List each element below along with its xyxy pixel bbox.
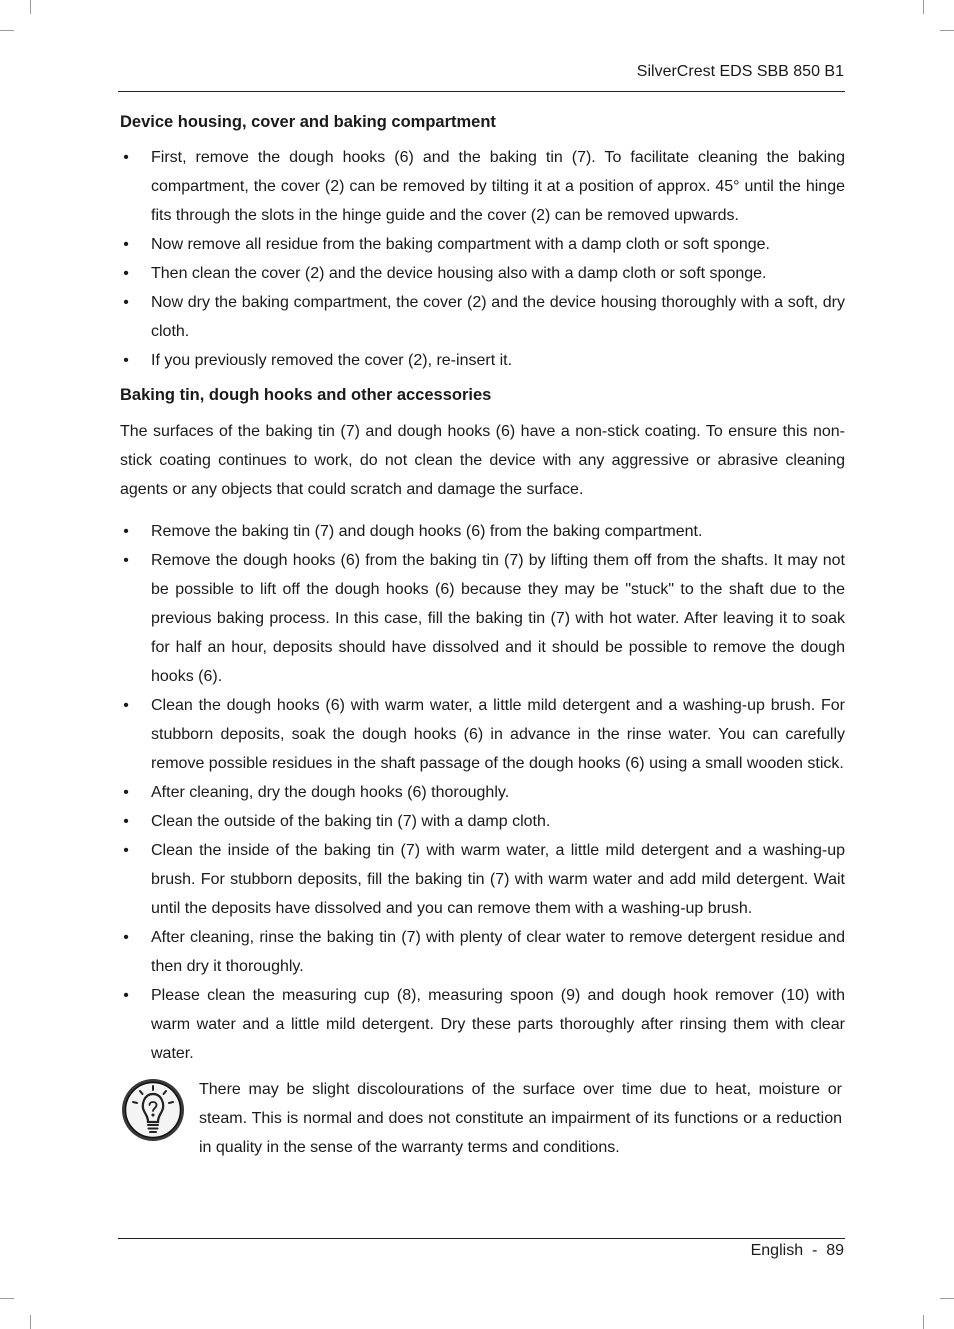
- bullet-icon: •: [123, 236, 129, 253]
- list-item-text: Clean the outside of the baking tin (7) with a damp cloth.: [151, 813, 551, 830]
- crop-mark: [940, 30, 954, 31]
- list-item-text: Now dry the baking compartment, the cover (2) and the device housing thoroughly with a soft, dry cloth.: [151, 294, 845, 340]
- crop-mark: [0, 30, 14, 31]
- list-item-text: Then clean the cover (2) and the device housing also with a damp cloth or soft sponge.: [151, 265, 767, 282]
- crop-mark: [30, 0, 31, 14]
- bullet-icon: •: [123, 987, 129, 1004]
- tip-box: [120, 1075, 845, 1162]
- bullet-icon: •: [123, 929, 129, 946]
- crop-mark: [30, 1315, 31, 1329]
- bullet-list: [120, 517, 845, 1068]
- list-item: [120, 143, 845, 230]
- list-item-text: After cleaning, rinse the baking tin (7) with plenty of clear water to remove detergent residue and then dry it thoroughly.: [151, 929, 845, 975]
- running-header: SilverCrest EDS SBB 850 B1: [636, 63, 844, 80]
- section-heading: Device housing, cover and baking compartment: [120, 113, 496, 131]
- list-item: [120, 546, 845, 691]
- footer-rule: [118, 1238, 845, 1239]
- list-item: [120, 981, 845, 1068]
- list-item: [120, 230, 845, 259]
- footer-separator: -: [811, 1242, 818, 1259]
- bullet-icon: •: [123, 784, 129, 801]
- list-item: [120, 923, 845, 981]
- bullet-icon: •: [123, 813, 129, 830]
- bullet-icon: •: [123, 294, 129, 311]
- list-item-text: Remove the dough hooks (6) from the baking tin (7) by lifting them off from the shafts. It may not be possible to lift off the dough hooks (6) because they may be "stuck" to the shaft due to the previous baking process. In this case, fill the baking tin (7) with hot water. After leaving it to soak for half an hour, deposits should have dissolved and it should be possible to remove the dough hooks (6).: [151, 552, 845, 685]
- bullet-icon: •: [123, 265, 129, 282]
- crop-mark: [940, 1298, 954, 1299]
- list-item: [120, 259, 845, 288]
- page-content: [120, 108, 845, 1162]
- bullet-icon: •: [123, 697, 129, 714]
- page-number: 89: [826, 1242, 844, 1259]
- list-item-text: After cleaning, dry the dough hooks (6) thoroughly.: [151, 784, 510, 801]
- bullet-icon: •: [123, 552, 129, 569]
- bullet-icon: •: [123, 523, 129, 540]
- list-item-text: If you previously removed the cover (2), re-insert it.: [151, 352, 513, 369]
- footer-language: English: [750, 1242, 804, 1259]
- intro-paragraph: The surfaces of the baking tin (7) and dough hooks (6) have a non-stick coating. To ensure this non-stick coating continues to work, do not clean the device with any aggressive or abrasive cleaning agents or any objects that could scratch and damage the surface.: [120, 423, 845, 498]
- lightbulb-icon: [120, 1077, 186, 1143]
- header-rule: [118, 91, 845, 92]
- tip-text: There may be slight discolourations of the surface over time due to heat, moisture or steam. This is normal and does not constitute an impairment of its functions or a reduction in quality in the sense of the warranty terms and conditions.: [199, 1081, 842, 1156]
- bullet-list: [120, 143, 845, 375]
- list-item-text: Clean the dough hooks (6) with warm water, a little mild detergent and a washing-up brush. For stubborn deposits, soak the dough hooks (6) in advance in the rinse water. You can carefully remove possible residues in the shaft passage of the dough hooks (6) using a small wooden stick.: [151, 697, 845, 772]
- list-item: [120, 346, 845, 375]
- list-item-text: First, remove the dough hooks (6) and the baking tin (7). To facilitate cleaning the baking compartment, the cover (2) can be removed by tilting it at a position of approx. 45° until the hinge fits through the slots in the hinge guide and the cover (2) can be removed upwards.: [151, 149, 845, 224]
- list-item: [120, 778, 845, 807]
- crop-mark: [923, 0, 924, 14]
- list-item: [120, 288, 845, 346]
- list-item-text: Remove the baking tin (7) and dough hooks (6) from the baking compartment.: [151, 523, 703, 540]
- list-item: [120, 836, 845, 923]
- list-item: [120, 691, 845, 778]
- crop-mark: [0, 1298, 14, 1299]
- list-item: [120, 517, 845, 546]
- list-item-text: Clean the inside of the baking tin (7) with warm water, a little mild detergent and a washing-up brush. For stubborn deposits, fill the baking tin (7) with warm water and add mild detergent. Wait until the deposits have dissolved and you can remove them with a washing-up brush.: [151, 842, 845, 917]
- list-item: [120, 807, 845, 836]
- bullet-icon: •: [123, 842, 129, 859]
- list-item-text: Now remove all residue from the baking compartment with a damp cloth or soft sponge.: [151, 236, 770, 253]
- list-item-text: Please clean the measuring cup (8), measuring spoon (9) and dough hook remover (10) with warm water and a little mild detergent. Dry these parts thoroughly after rinsing them with clear water.: [151, 987, 845, 1062]
- crop-mark: [923, 1315, 924, 1329]
- page-footer: [751, 1242, 844, 1260]
- bullet-icon: •: [123, 352, 129, 369]
- bullet-icon: •: [123, 149, 129, 166]
- section-heading: Baking tin, dough hooks and other accessories: [120, 386, 492, 404]
